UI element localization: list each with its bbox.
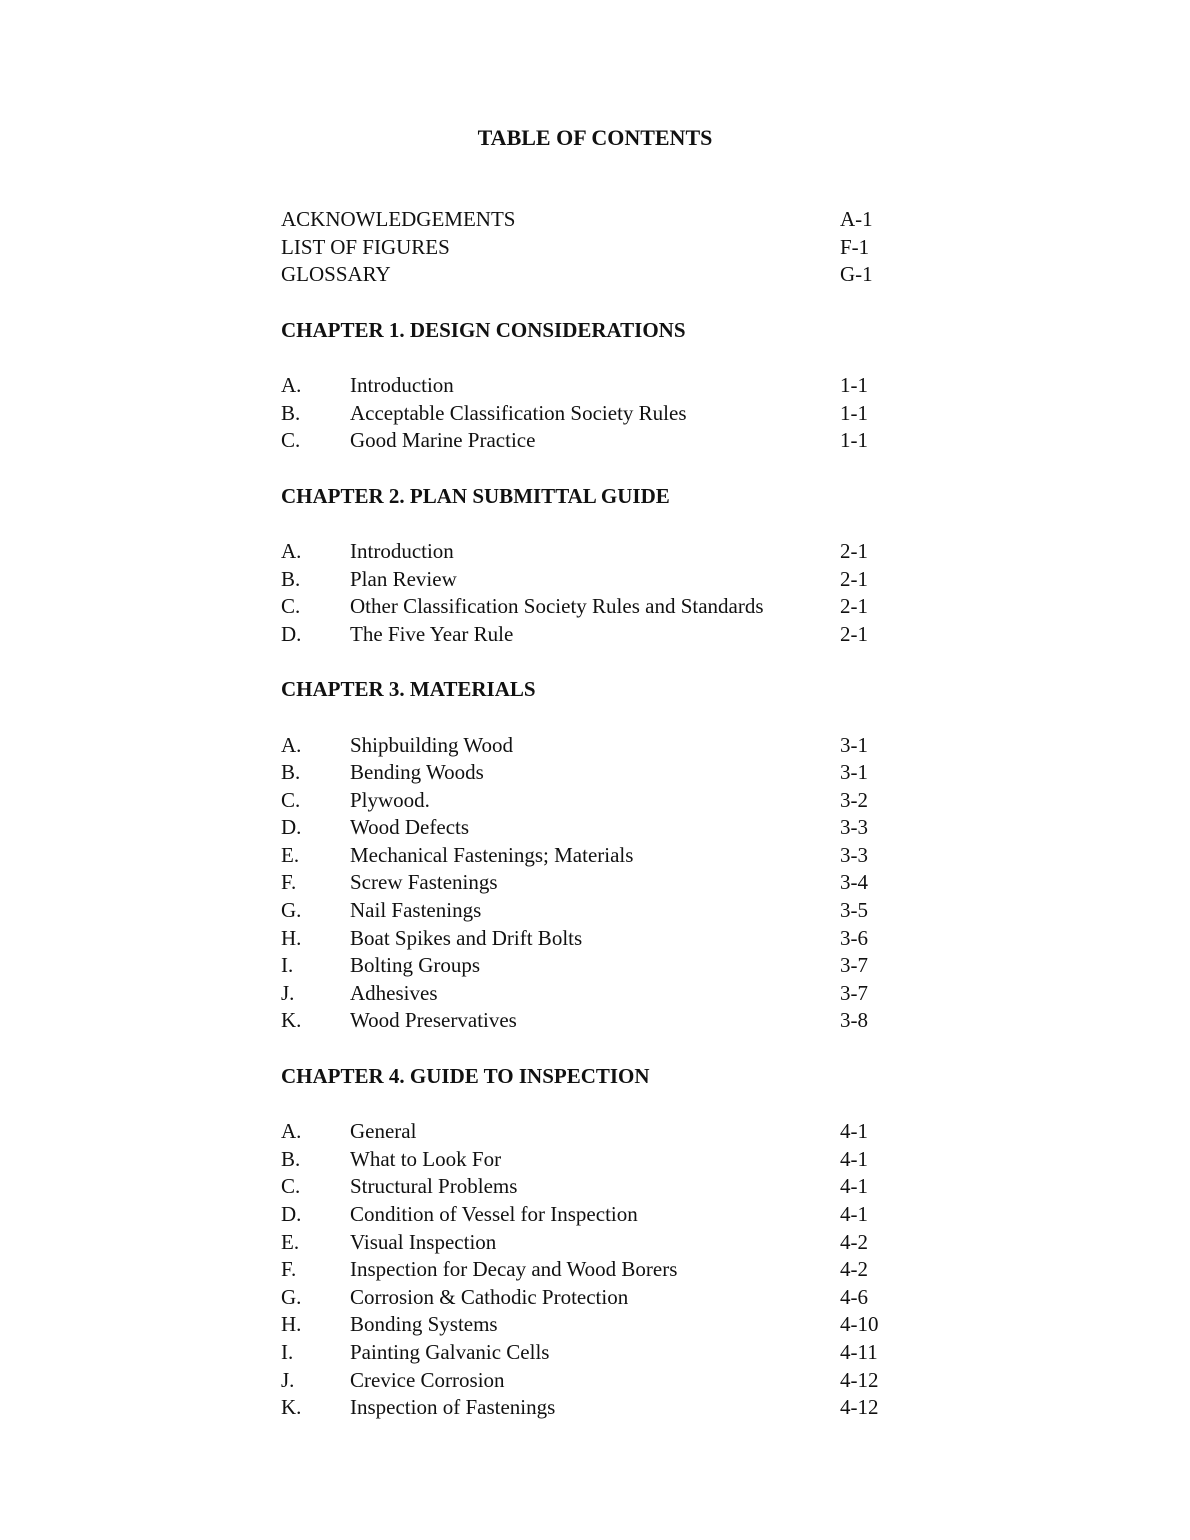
entry-letter: A. [281,538,302,563]
page-number: 4-6 [840,1284,868,1309]
page-number: 4-12 [840,1395,879,1420]
entry-letter: A. [281,1119,302,1144]
entry-title: Painting Galvanic Cells [350,1339,550,1364]
entry-title: Nail Fastenings [350,898,482,923]
page-number: 1-1 [840,428,868,453]
entry-letter: F. [281,870,297,895]
entry-letter: D. [281,815,302,840]
entry-title: Introduction [350,538,454,563]
entry-letter: K. [281,1395,302,1420]
entry-title: The Five Year Rule [350,621,514,646]
page-number: 1-1 [840,372,868,397]
entry-letter: C. [281,787,301,812]
page-number: 2-1 [840,594,868,619]
toc-entry[interactable] [281,787,921,815]
toc-entry[interactable] [281,869,921,897]
page-number: 4-10 [840,1312,879,1337]
page-number: 4-12 [840,1367,879,1392]
front-matter-title: GLOSSARY [281,262,391,287]
toc-entry[interactable] [281,372,921,400]
entry-title: Introduction [350,372,454,397]
entry-title: Mechanical Fastenings; Materials [350,842,634,867]
toc-entry[interactable] [281,980,921,1008]
entry-letter: D. [281,1202,302,1226]
page-number: 3-7 [840,980,868,1005]
entry-letter: C. [281,594,301,619]
front-matter-item[interactable] [281,206,921,234]
entry-title: Corrosion & Cathodic Protection [350,1284,629,1309]
toc-entry[interactable] [281,621,921,649]
toc-entry[interactable] [281,897,921,925]
entry-title: Good Marine Practice [350,428,536,453]
entry-title: Bonding Systems [350,1312,498,1337]
front-matter-item[interactable] [281,261,921,289]
entry-title: Visual Inspection [350,1229,497,1254]
entry-title: Acceptable Classification Society Rules [350,400,687,425]
page-number: 2-1 [840,621,868,646]
toc-entry[interactable] [281,1007,921,1035]
toc-entry[interactable] [281,1367,921,1395]
entry-letter: H. [281,1312,302,1337]
page-number: 4-2 [840,1257,868,1282]
entry-letter: A. [281,732,302,757]
toc-entry[interactable] [281,1146,921,1174]
toc-entry[interactable] [281,842,921,870]
chapter-heading[interactable]: CHAPTER 2. PLAN SUBMITTAL GUIDE [281,483,670,508]
toc-entry[interactable] [281,732,921,760]
toc-entry[interactable] [281,952,921,980]
entry-letter: E. [281,1229,300,1254]
page-number: 1-1 [840,400,868,425]
entry-letter: G. [281,898,302,923]
chapter-section [281,676,921,1035]
page-number: 3-8 [840,1008,868,1033]
entry-letter: H. [281,925,302,950]
chapter-section [281,317,921,455]
entry-letter: G. [281,1284,302,1309]
chapter-section [281,483,921,649]
entry-letter: B. [281,566,301,591]
front-matter-item[interactable] [281,234,921,262]
entry-letter: I. [281,1339,294,1364]
toc-entry[interactable] [281,925,921,953]
toc-entry[interactable] [281,593,921,621]
entry-title: Structural Problems [350,1174,518,1199]
entry-title: Plywood. [350,787,430,812]
entry-letter: E. [281,842,300,867]
page-number: A-1 [840,207,873,231]
page-number: 4-1 [840,1146,868,1171]
entry-title: Wood Preservatives [350,1008,517,1033]
entry-letter: B. [281,1146,301,1171]
entry-letter: I. [281,953,294,978]
entry-title: Condition of Vessel for Inspection [350,1202,638,1226]
toc-entry[interactable] [281,1284,921,1312]
page-number: 4-1 [840,1202,868,1226]
page-number: 3-1 [840,760,868,785]
toc-entry[interactable] [281,1173,921,1201]
page-title: TABLE OF CONTENTS [477,125,713,150]
entry-title: Wood Defects [350,815,470,840]
page-number: 3-3 [840,842,868,867]
entry-title: Bending Woods [350,760,484,785]
toc-entry[interactable] [281,1394,921,1422]
toc-entry[interactable] [281,427,921,455]
page-number: 4-2 [840,1229,868,1254]
toc-entry[interactable] [281,1311,921,1339]
entry-title: Shipbuilding Wood [350,732,514,757]
page-number: 3-1 [840,732,868,757]
table-of-contents [281,206,921,1450]
front-matter-title: ACKNOWLEDGEMENTS [281,207,516,231]
entry-letter: F. [281,1257,297,1282]
toc-entry[interactable] [281,1118,921,1146]
page-number: 4-11 [840,1339,878,1364]
toc-entry[interactable] [281,759,921,787]
entry-letter: J. [281,980,295,1005]
chapter-section [281,1063,921,1422]
page-number: G-1 [840,262,873,287]
page-number: 3-6 [840,925,868,950]
entry-title: General [350,1119,417,1144]
toc-entry[interactable] [281,538,921,566]
entry-title: Crevice Corrosion [350,1367,505,1392]
entry-title: Bolting Groups [350,953,481,978]
entry-letter: B. [281,760,301,785]
front-matter-list [281,206,921,289]
entry-letter: B. [281,400,301,425]
chapter-heading[interactable]: CHAPTER 3. MATERIALS [281,677,536,702]
entry-title: Boat Spikes and Drift Bolts [350,925,583,950]
entry-title: Inspection for Decay and Wood Borers [350,1257,678,1282]
entry-title: Screw Fastenings [350,870,498,895]
entry-letter: A. [281,372,302,397]
toc-entry[interactable] [281,814,921,842]
entry-letter: C. [281,1174,301,1199]
entry-letter: C. [281,428,301,453]
entry-letter: D. [281,621,302,646]
entry-letter: K. [281,1008,302,1033]
chapter-heading[interactable]: CHAPTER 1. DESIGN CONSIDERATIONS [281,317,686,342]
toc-entry[interactable] [281,400,921,428]
page-number: 2-1 [840,566,868,591]
toc-entry[interactable] [281,1229,921,1257]
entry-letter: J. [281,1367,295,1392]
entry-title: Plan Review [350,566,457,591]
page-number: F-1 [840,234,870,259]
page-number: 3-3 [840,815,868,840]
toc-entry[interactable] [281,1201,921,1229]
page-number: 4-1 [840,1174,868,1199]
entry-title: Adhesives [350,980,438,1005]
page-number: 2-1 [840,538,868,563]
toc-entry[interactable] [281,1339,921,1367]
toc-entry[interactable] [281,566,921,594]
page-number: 3-4 [840,870,868,895]
entry-title: What to Look For [350,1146,502,1171]
entry-title: Other Classification Society Rules and Standards [350,594,764,619]
entry-title: Inspection of Fastenings [350,1395,556,1420]
toc-entry[interactable] [281,1256,921,1284]
page-number: 4-1 [840,1119,868,1144]
chapters-container [281,317,921,1422]
page-number: 3-5 [840,898,868,923]
page-number: 3-2 [840,787,868,812]
page-number: 3-7 [840,953,868,978]
chapter-heading[interactable]: CHAPTER 4. GUIDE TO INSPECTION [281,1064,650,1089]
front-matter-title: LIST OF FIGURES [281,234,450,259]
